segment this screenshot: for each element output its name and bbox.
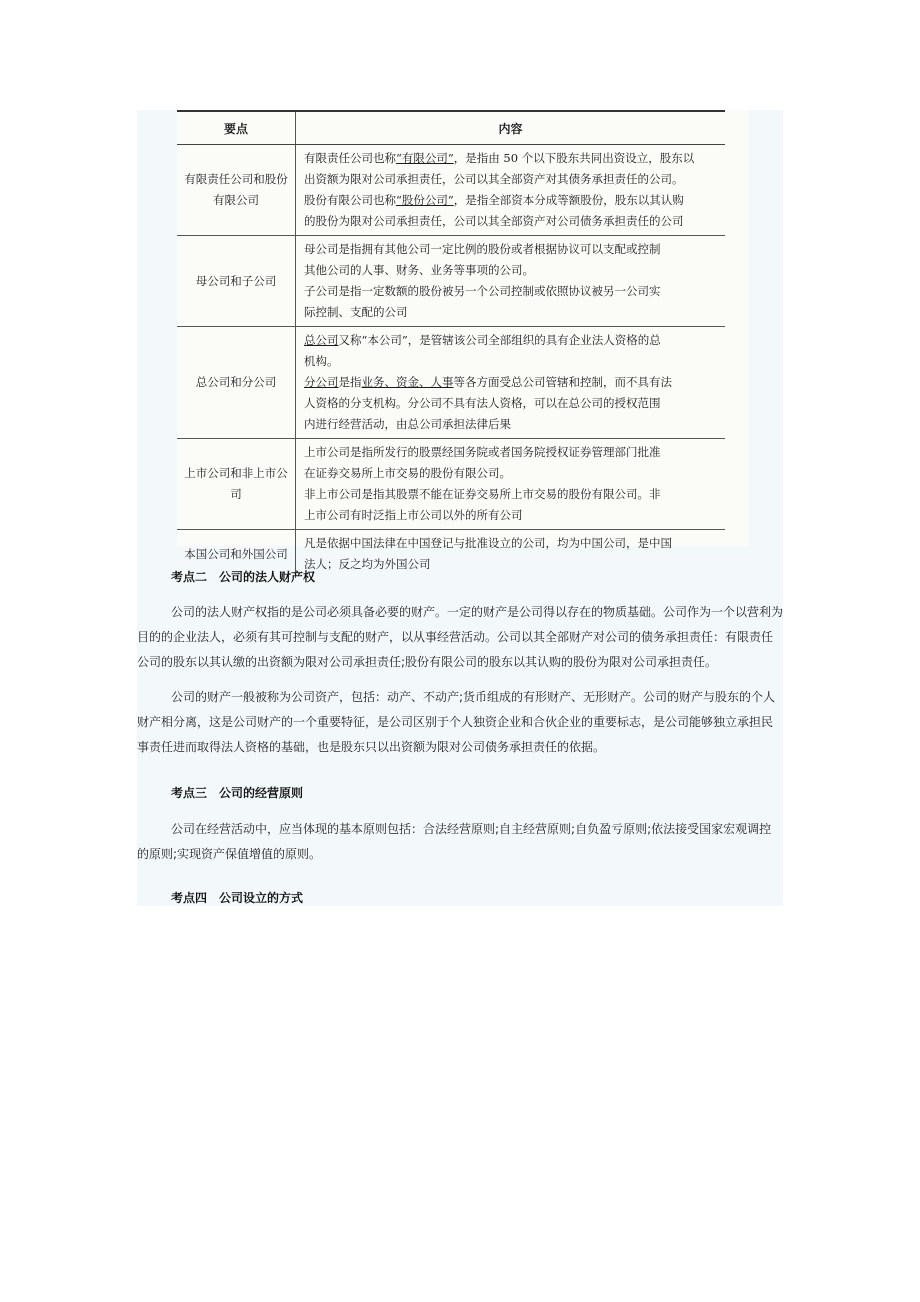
- content-text: 非上市公司是指其股票不能在证券交易所上市交易的股份有限公司。非: [304, 487, 661, 501]
- content-line: [304, 148, 719, 169]
- content-text: 其他公司的人事、财务、业务等事项的公司。: [304, 263, 534, 277]
- underlined-term: 分公司: [304, 375, 339, 389]
- summary-table-image: [177, 110, 749, 571]
- content-text: 母公司是指拥有其他公司一定比例的股份或者根据协议可以支配或控制: [304, 242, 661, 256]
- content-text: 又称“本公司”，是管辖该公司全部组织的具有企业法人资格的总: [338, 333, 661, 347]
- content-text: ，是指全部资本分成等额股份，股东以其认购: [453, 193, 684, 207]
- content-line: [304, 260, 719, 281]
- row-content: [296, 439, 726, 530]
- content-text: 机构。: [304, 354, 339, 368]
- table-row: [177, 439, 725, 530]
- section-2-paragraph-2: 公司的财产一般被称为公司资产，包括：动产、不动产;货币组成的有形财产、无形财产。公司的财产与股东的个人财产相分离，这是公司财产的一个重要特征，是公司区别于个人独资企业和合伙企业的重要标志，是公司能够独立承担民事责任进而取得法人资格的基础，也是股东只以出资额为限对公司债务承担责任的依据。: [137, 690, 776, 754]
- underlined-term: 业务、资金、人事: [361, 375, 454, 389]
- content-line: [304, 505, 719, 526]
- content-text: 凡是依据中国法律在中国登记与批准设立的公司，均为中国公司，是中国: [304, 536, 672, 550]
- content-line: [304, 190, 719, 211]
- underlined-term: “有限公司”: [396, 151, 454, 165]
- content-line: [304, 414, 719, 435]
- content-line: [304, 393, 719, 414]
- row-content: [296, 236, 726, 327]
- row-content: [296, 327, 726, 439]
- content-line: [304, 281, 719, 302]
- content-line: [304, 351, 719, 372]
- row-content: [296, 530, 726, 579]
- section-title-2: 考点二 公司的法人财产权: [171, 570, 316, 584]
- content-line: [304, 330, 719, 351]
- content-line: [304, 554, 719, 575]
- table-header-row: [177, 111, 725, 145]
- section-2-paragraph-1: 公司的法人财产权指的是公司必须具备必要的财产。一定的财产是公司得以存在的物质基础。公司作为一个以营利为目的的企业法人，必须有其可控制与支配的财产，以从事经营活动。公司以其全部财产对公司的债务承担责任：有限责任公司的股东以其认缴的出资额为限对公司承担责任;股份有限公司的股东以其认购的股份为限对公司承担责任。: [137, 605, 784, 669]
- table-row: [177, 327, 725, 439]
- content-line: [304, 302, 719, 323]
- row-key: 母公司和子公司: [177, 236, 296, 327]
- content-text: 是指: [338, 375, 362, 389]
- content-line: [304, 533, 719, 554]
- row-key: 上市公司和非上市公司: [177, 439, 296, 530]
- header-content: 内容: [296, 111, 726, 145]
- content-line: [304, 211, 719, 232]
- content-text: 子公司是指一定数额的股份被另一个公司控制或依照协议被另一公司实: [304, 284, 661, 298]
- underlined-term: “股份公司”: [396, 193, 454, 207]
- content-text: 际控制、支配的公司: [304, 305, 408, 319]
- row-content: [296, 145, 726, 236]
- row-key: 本国公司和外国公司: [177, 530, 296, 579]
- content-text: 出资额为限对公司承担责任，公司以其全部资产对其债务承担责任的公司。: [304, 172, 684, 186]
- row-key: 有限责任公司和股份有限公司: [177, 145, 296, 236]
- header-key: 要点: [177, 111, 296, 145]
- section-3-paragraph-1: 公司在经营活动中，应当体现的基本原则包括：合法经营原则;自主经营原则;自负盈亏原则;依法接受国家宏观调控的原则;实现资产保值增值的原则。: [137, 822, 772, 861]
- document-panel: [137, 110, 783, 906]
- content-text: 上市公司是指所发行的股票经国务院或者国务院授权证券管理部门批准: [304, 445, 661, 459]
- content-text: 股份有限公司也称: [304, 193, 396, 207]
- row-key: 总公司和分公司: [177, 327, 296, 439]
- content-line: [304, 372, 719, 393]
- content-text: ，是指由 50 个以下股东共同出资设立，股东以: [453, 151, 695, 165]
- section-title-4: 考点四 公司设立的方式: [171, 891, 304, 905]
- content-text: 等各方面受总公司管辖和控制，而不具有法: [453, 375, 672, 389]
- content-text: 上市公司有时泛指上市公司以外的所有公司: [304, 508, 523, 522]
- content-text: 在证券交易所上市交易的股份有限公司。: [304, 466, 511, 480]
- summary-table: [177, 110, 725, 578]
- table-row: [177, 145, 725, 236]
- content-text: 的股份为限对公司承担责任，公司以其全部资产对公司债务承担责任的公司: [304, 214, 684, 228]
- underlined-term: 总公司: [304, 333, 339, 347]
- content-line: [304, 169, 719, 190]
- content-line: [304, 442, 719, 463]
- content-text: 有限责任公司也称: [304, 151, 396, 165]
- content-text: 法人；反之均为外国公司: [304, 557, 431, 571]
- table-row: [177, 236, 725, 327]
- content-line: [304, 484, 719, 505]
- content-text: 内进行经营活动，由总公司承担法律后果: [304, 417, 511, 431]
- content-line: [304, 239, 719, 260]
- content-text: 人资格的分支机构。分公司不具有法人资格，可以在总公司的授权范围: [304, 396, 661, 410]
- section-title-3: 考点三 公司的经营原则: [171, 786, 304, 800]
- content-line: [304, 463, 719, 484]
